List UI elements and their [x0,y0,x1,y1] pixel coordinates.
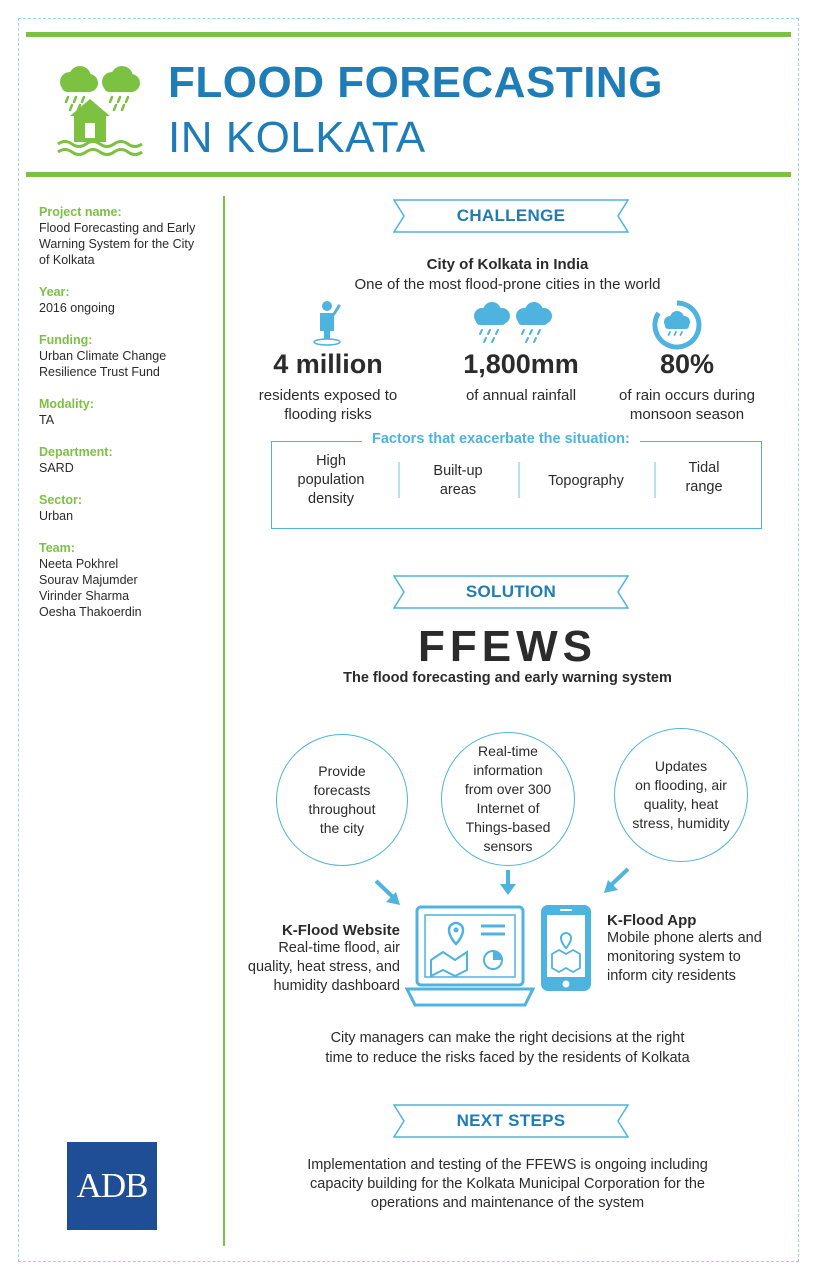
sidebar-value: Warning System for the City [39,237,195,251]
factors-title: Factors that exacerbate the situation: [362,431,640,447]
app-line: monitoring system to [607,949,741,965]
rain-clouds-icon [472,302,556,348]
stat-residents-value: 4 million [273,349,383,379]
next-steps-line: operations and maintenance of the system [370,1195,645,1211]
circle-forecasts [276,734,408,866]
sidebar-value: Oesha Thakoerdin [39,605,142,619]
challenge-banner [393,199,629,233]
next-steps-line: capacity building for the Kolkata Municipal Corporation for the [310,1176,705,1192]
website-line: Real-time flood, air [278,940,400,956]
factor-divider [518,462,520,498]
website-line: humidity dashboard [273,978,400,994]
sidebar-project-name [39,204,209,268]
sidebar-label: Project name: [39,205,122,219]
sidebar-team [39,540,209,620]
header-bottom-green-bar [26,172,791,177]
circle-line: forecasts [313,782,371,798]
app-line: inform city residents [607,968,736,984]
sidebar-department [39,444,209,476]
stat-text-line: flooding risks [284,406,372,423]
page-title-line1: FLOOD FORECASTING [168,58,663,107]
mobile-phone-icon [540,904,592,992]
factor-line: Topography [548,473,624,489]
website-description [230,922,400,996]
sidebar-value: 2016 ongoing [39,301,115,315]
next-steps-text [224,1156,791,1213]
sidebar-label: Team: [39,541,75,555]
stat-text-line: residents exposed to [258,387,398,404]
circle-line: Provide [318,763,366,779]
app-title: K-Flood App [607,912,697,929]
factor-line: areas [439,482,477,498]
stat-monsoon-value: 80% [659,349,715,379]
circle-realtime-sensors [441,732,575,866]
website-title: K-Flood Website [281,922,400,939]
circle-updates [614,728,748,862]
stat-residents-text [248,386,408,424]
factor-topography [528,472,644,491]
circle-line: quality, heat [643,796,719,812]
circle-line: information [473,762,543,778]
summary-line: City managers can make the right decisions at the right [330,1030,685,1046]
arrow-down-right-icon [372,878,404,908]
arrow-down-left-icon [600,866,632,896]
solution-banner [393,575,629,609]
flood-house-icon [56,66,144,156]
challenge-banner-label: CHALLENGE [456,206,566,225]
sidebar-label: Funding: [39,333,93,347]
sidebar-value: Neeta Pokhrel [39,557,119,571]
next-steps-line: Implementation and testing of the FFEWS is ongoing including [307,1157,708,1173]
stat-text-line: monsoon season [629,406,745,423]
sidebar-label: Year: [39,285,70,299]
sidebar-value: of Kolkata [39,253,95,267]
sidebar-label: Modality: [39,397,94,411]
city-title: City of Kolkata in India [426,256,589,273]
solution-summary [224,1028,791,1068]
sidebar-value: Sourav Majumder [39,573,138,587]
sidebar-sector [39,492,209,524]
next-steps-banner-label: NEXT STEPS [456,1111,566,1130]
city-subtitle: One of the most flood-prone cities in the world [354,276,661,293]
adb-logo: ADB [67,1142,157,1230]
factor-population-density [281,452,381,509]
sidebar-funding [39,332,209,380]
factor-built-up-areas [408,462,508,500]
app-description [607,912,787,986]
circle-line: from over 300 [464,781,552,797]
sidebar-value: SARD [39,461,74,475]
factor-line: High [316,453,346,469]
stat-rainfall-text [441,386,601,405]
factor-divider [398,462,400,498]
person-in-water-icon [312,300,342,348]
stat-monsoon-text [607,386,767,424]
top-green-bar [26,32,791,37]
ffews-subtitle: The flood forecasting and early warning system [343,670,672,686]
factor-line: Tidal [688,460,720,476]
circle-line: Internet of [476,800,540,816]
factor-line: population [297,472,365,488]
sidebar-value: Flood Forecasting and Early [39,221,196,235]
stat-text-line: of rain occurs during [619,387,755,404]
factor-line: range [685,479,723,495]
next-steps-banner [393,1104,629,1138]
circle-line: Things-based [465,819,551,835]
circle-line: stress, humidity [632,815,730,831]
sidebar-label: Sector: [39,493,83,507]
arrow-down-icon [498,870,518,896]
factor-tidal-range [664,459,744,497]
sidebar-modality [39,396,209,428]
sidebar-value: Resilience Trust Fund [39,365,160,379]
ffews-acronym: FFEWS [418,622,597,671]
sidebar-divider [223,196,225,1246]
solution-banner-label: SOLUTION [465,582,557,601]
factor-line: density [308,491,354,507]
project-sidebar [39,204,209,636]
app-line: Mobile phone alerts and [607,930,762,946]
circle-line: sensors [483,838,533,854]
factor-divider [654,462,656,498]
stat-text-line: of annual rainfall [465,387,577,404]
laptop-dashboard-icon [405,904,535,1008]
sidebar-value: Virinder Sharma [39,589,130,603]
sidebar-value: Urban [39,509,74,523]
website-line: quality, heat stress, and [247,959,400,975]
circle-line: throughout [308,801,376,817]
sidebar-year [39,284,209,316]
page-title-line2: IN KOLKATA [168,113,426,162]
rain-cloud-gauge-icon [652,300,702,350]
circle-line: Real-time [478,743,538,759]
circle-line: on flooding, air [635,777,727,793]
sidebar-label: Department: [39,445,113,459]
circle-line: the city [319,820,365,836]
stat-rainfall-value: 1,800mm [463,349,579,379]
sidebar-value: TA [39,413,55,427]
sidebar-value: Urban Climate Change [39,349,167,363]
factor-line: Built-up [433,463,483,479]
circle-line: Updates [654,758,708,774]
summary-line: time to reduce the risks faced by the residents of Kolkata [325,1050,690,1066]
